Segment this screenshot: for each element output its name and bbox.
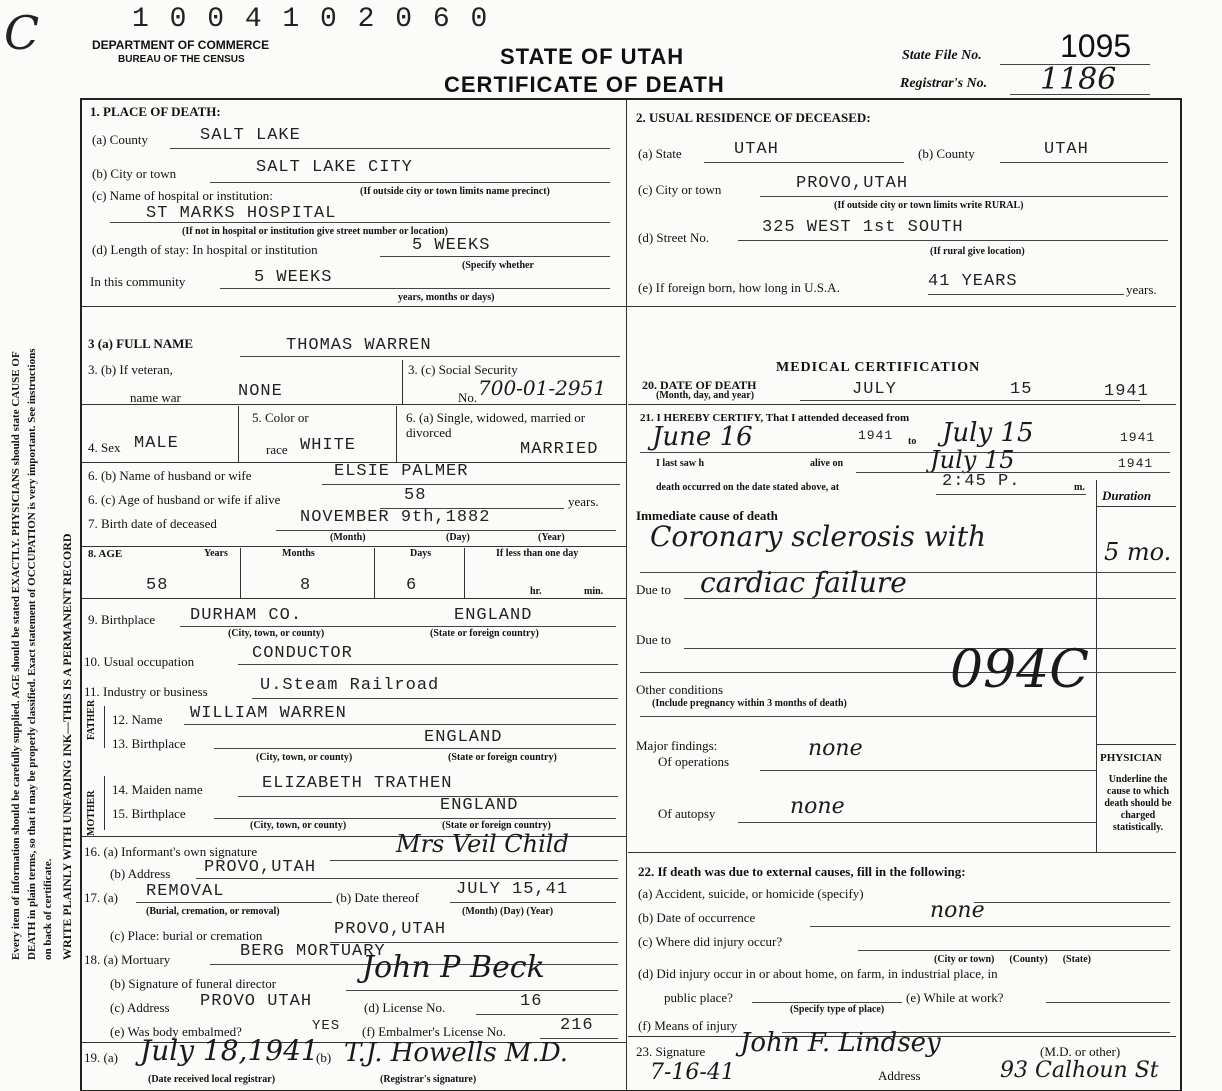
mother-bp-label: 15. Birthplace	[112, 806, 186, 821]
res-county-label: (b) County	[918, 146, 975, 161]
place-of-death-heading: 1. PLACE OF DEATH:	[90, 104, 221, 119]
means-label: (f) Means of injury	[638, 1018, 738, 1033]
accident-line	[974, 902, 1170, 903]
mother-side-label: MOTHER	[86, 790, 97, 836]
industry-line	[252, 698, 618, 699]
res-street-note: (If rural give location)	[930, 246, 1025, 257]
mortuary-label: 18. (a) Mortuary	[84, 952, 171, 967]
mother-name: ELIZABETH TRATHEN	[262, 774, 453, 793]
attended-from: June 16	[652, 422, 753, 452]
physician-box-top	[1096, 744, 1176, 745]
burial-place-label: (c) Place: burial or cremation	[110, 928, 263, 943]
external-top	[628, 852, 1176, 853]
center-divider	[626, 100, 627, 1090]
mortuary-address: PROVO UTAH	[200, 992, 313, 1011]
side-instruction-4: WRITE PLAINLY WITH UNFADING INK—THIS IS A PERMANENT RECORD	[60, 533, 74, 960]
fullname: THOMAS WARREN	[286, 336, 432, 355]
spouse-age-label: 6. (c) Age of husband or wife if alive	[88, 492, 281, 507]
date-thereof-note: (Month) (Day) (Year)	[462, 906, 554, 917]
dod-line	[800, 400, 1140, 401]
mother-city-note: (City, town, or county)	[250, 820, 347, 831]
last-saw-mid: alive on	[810, 458, 844, 469]
signature-date: 7-16-41	[650, 1060, 735, 1085]
registrar-label: Registrar's No.	[900, 76, 988, 91]
dod-row-bottom	[628, 404, 1176, 405]
side-instruction-2: DEATH in plain terms, so that it may be properly classified. Exact statement of OCCUPATION is very important. See instructions	[26, 348, 38, 960]
due-to-1-line	[684, 598, 1176, 599]
state-file-label: State File No.	[902, 48, 982, 63]
dod-label: 20. DATE OF DEATH	[642, 378, 757, 392]
spouse-label: 6. (b) Name of husband or wife	[88, 468, 252, 483]
dod-month: JULY	[852, 380, 897, 399]
birth-label: 7. Birth date of deceased	[88, 516, 217, 531]
where-line	[858, 950, 1170, 951]
due-to-1: cardiac failure	[700, 566, 907, 599]
occupation-line	[238, 664, 618, 665]
res-foreign-label: (e) If foreign born, how long in U.S.A.	[638, 280, 840, 295]
pod-county-label: (a) County	[92, 132, 148, 147]
birth: NOVEMBER 9th,1882	[300, 508, 491, 527]
duration-divider	[1096, 480, 1097, 852]
res-state: UTAH	[734, 140, 779, 159]
date-thereof-label: (b) Date thereof	[336, 890, 420, 905]
removal-label: 17. (a)	[84, 890, 118, 905]
dod-note: (Month, day, and year)	[656, 390, 755, 401]
where-note: (City or town) (County) (State)	[934, 954, 1092, 965]
father-bp-line	[214, 748, 616, 749]
other-line	[640, 716, 1096, 717]
occurrence: none	[930, 898, 985, 923]
pod-stay: 5 WEEKS	[412, 236, 491, 255]
race-divider	[396, 406, 397, 462]
occupation-label: 10. Usual occupation	[84, 654, 195, 669]
pod-city-line	[210, 182, 610, 183]
color-label: 5. Color or	[252, 410, 309, 425]
veteran-row-bottom	[82, 404, 626, 405]
res-county-line	[1000, 162, 1168, 163]
attended-to-year: 1941	[1120, 430, 1156, 445]
age-label: 8. AGE	[88, 548, 123, 560]
residence-heading: 2. USUAL RESIDENCE OF DECEASED:	[636, 110, 871, 125]
mother-bp-line	[214, 818, 616, 819]
res-street-label: (d) Street No.	[638, 230, 710, 245]
veteran-label: 3. (b) If veteran,	[88, 362, 173, 377]
last-saw-year: 1941	[1118, 456, 1154, 471]
mother-bracket	[104, 776, 105, 830]
res-street: 325 WEST 1st SOUTH	[762, 218, 964, 237]
top-section-divider	[82, 306, 1176, 307]
embalmer-license: 216	[560, 1016, 594, 1035]
accident-label: (a) Accident, suicide, or homicide (specify)	[638, 886, 864, 901]
mother-country-note: (State or foreign country)	[442, 820, 551, 831]
res-city-line	[760, 196, 1168, 197]
informant-address-line	[196, 878, 618, 879]
res-city-note: (If outside city or town limits write RURAL)	[834, 200, 1024, 211]
war: NONE	[238, 382, 283, 401]
war-label: name war	[130, 390, 181, 405]
occupation: CONDUCTOR	[252, 644, 353, 663]
pod-stay-label: (d) Length of stay: In hospital or institution	[92, 242, 318, 257]
occurrence-line	[810, 926, 1170, 927]
to-label: to	[908, 436, 917, 447]
license-line	[476, 1014, 618, 1015]
informant-address-label: (b) Address	[110, 866, 171, 881]
age-row-bottom	[82, 598, 626, 599]
operations: none	[808, 736, 863, 761]
duration-label: Duration	[1102, 488, 1152, 503]
physician-address-label: Address	[878, 1068, 921, 1083]
informant-label: 16. (a) Informant's own signature	[84, 844, 258, 859]
work-label: (e) While at work?	[906, 990, 1004, 1005]
birthplace-city: DURHAM CO.	[190, 606, 303, 625]
father-bp-label: 13. Birthplace	[112, 736, 186, 751]
attended-line	[640, 452, 1170, 453]
sex-divider	[238, 406, 239, 462]
res-county: UTAH	[1044, 140, 1089, 159]
fullname-line	[240, 356, 620, 357]
spouse: ELSIE PALMER	[334, 462, 469, 481]
race: WHITE	[300, 436, 357, 455]
work-line	[1046, 1002, 1170, 1003]
removal-line	[136, 902, 332, 903]
operations-label: Of operations	[658, 754, 730, 769]
registrar-sig-note: (Registrar's signature)	[380, 1074, 477, 1085]
pod-community-line	[220, 288, 610, 289]
embalmer-license-label: (f) Embalmer's License No.	[362, 1024, 506, 1039]
public-label: public place?	[664, 990, 733, 1005]
father-side-label: FATHER	[86, 699, 97, 740]
bureau: BUREAU OF THE CENSUS	[118, 54, 245, 65]
age-months: 8	[300, 576, 312, 595]
pod-community: 5 WEEKS	[254, 268, 333, 287]
father-bp: ENGLAND	[424, 728, 503, 747]
time-line	[936, 494, 1086, 495]
father-name-label: 12. Name	[112, 712, 163, 727]
other-conditions-note: (Include pregnancy within 3 months of death)	[652, 698, 847, 709]
age-days: 6	[406, 576, 418, 595]
birth-year: (Year)	[538, 532, 565, 543]
res-city-label: (c) City or town	[638, 182, 722, 197]
medical-heading: MEDICAL CERTIFICATION	[776, 360, 981, 375]
registrar-sig-label: (b)	[316, 1050, 332, 1065]
autopsy-label: Of autopsy	[658, 806, 716, 821]
birthplace-label: 9. Birthplace	[88, 612, 156, 627]
embalmed-label: (e) Was body embalmed?	[110, 1024, 242, 1039]
physician-address: 93 Calhoun St	[1000, 1058, 1159, 1083]
occurrence-label: (b) Date of occurrence	[638, 910, 756, 925]
veteran-divider	[402, 360, 403, 404]
director-line	[346, 990, 618, 991]
fullname-label: 3 (a) FULL NAME	[88, 336, 194, 351]
autopsy-line	[738, 822, 1096, 823]
race-label: race	[266, 442, 288, 457]
time: 2:45 P.	[942, 472, 1021, 491]
pod-city-label: (b) City or town	[92, 166, 177, 181]
mortuary: BERG MORTUARY	[240, 942, 386, 961]
filed-note: (Date received local registrar)	[148, 1074, 276, 1085]
father-name: WILLIAM WARREN	[190, 704, 347, 723]
birthplace-line	[180, 626, 616, 627]
time-m: m.	[1074, 482, 1085, 493]
pod-county: SALT LAKE	[200, 126, 301, 145]
res-years: years.	[1126, 282, 1157, 297]
registrar-number: 1186	[1040, 62, 1117, 97]
certificate-title: CERTIFICATE OF DEATH	[444, 72, 725, 97]
res-state-line	[704, 162, 904, 163]
occurred-label: death occurred on the date stated above, at	[656, 482, 840, 493]
pod-city: SALT LAKE CITY	[256, 158, 413, 177]
ss-no: 700-01-2951	[478, 376, 607, 400]
age-months-label: Months	[282, 548, 315, 559]
birth-month: (Month)	[330, 532, 366, 543]
pod-specify: (Specify whether	[462, 260, 534, 271]
due-to-2-line	[684, 648, 1176, 649]
duration-label-bottom	[1096, 506, 1176, 507]
registrar-line	[1010, 94, 1150, 95]
pod-hospital-label: (c) Name of hospital or institution:	[92, 188, 273, 203]
mother-name-line	[238, 796, 618, 797]
age-min: min.	[584, 586, 604, 597]
birthplace-city-note: (City, town, or county)	[228, 628, 325, 639]
dod-day: 15	[1010, 380, 1033, 399]
state-file-number: 1095	[1060, 28, 1132, 64]
pod-stay-line	[380, 256, 610, 257]
birth-row-bottom	[82, 546, 626, 547]
duration-value: 5 mo.	[1104, 538, 1172, 566]
mother-name-label: 14. Maiden name	[112, 782, 203, 797]
res-city: PROVO,UTAH	[796, 174, 909, 193]
age-div-2	[374, 548, 375, 598]
other-conditions-label: Other conditions	[636, 682, 724, 697]
pod-hospital-line	[110, 222, 610, 223]
spouse-years: years.	[568, 494, 599, 509]
margin-letter: C	[4, 6, 40, 60]
external-label: 22. If death was due to external causes, fill in the following:	[638, 864, 966, 879]
due-to-1-label: Due to	[636, 582, 672, 597]
mother-bp: ENGLAND	[440, 796, 519, 815]
res-state-label: (a) State	[638, 146, 682, 161]
operations-line	[760, 770, 1096, 771]
certify-label: 21. I HEREBY CERTIFY, That I attended deceased from	[640, 412, 910, 424]
last-saw-label: I last saw h	[656, 458, 705, 469]
age-div-1	[240, 548, 241, 598]
specify-type: (Specify type of place)	[790, 1004, 885, 1015]
pod-hospital: ST MARKS HOSPITAL	[146, 204, 337, 223]
birth-day: (Day)	[446, 532, 470, 543]
immediate-cause: Coronary sclerosis with	[650, 520, 986, 553]
birthplace-country: ENGLAND	[454, 606, 533, 625]
license-label: (d) License No.	[364, 1000, 446, 1015]
removal: REMOVAL	[146, 882, 225, 901]
informant-address: PROVO,UTAH	[204, 858, 317, 877]
registrar-signature: T.J. Howells M.D.	[344, 1038, 568, 1068]
burial-place: PROVO,UTAH	[334, 920, 447, 939]
father-city-note: (City, town, or county)	[256, 752, 353, 763]
autopsy: none	[790, 794, 845, 819]
due-to-2-line-b	[640, 672, 1176, 673]
serial-number: 1 0 0 4 1 0 2 0 6 0	[132, 4, 490, 35]
father-bracket	[104, 706, 105, 748]
age-div-3	[464, 548, 465, 598]
mortuary-address-label: (c) Address	[110, 1000, 170, 1015]
industry-label: 11. Industry or business	[84, 684, 208, 699]
major-findings-label: Major findings:	[636, 738, 718, 753]
industry: U.Steam Railroad	[260, 676, 440, 695]
age-years-label: Years	[204, 548, 228, 559]
pod-specify2: years, months or days)	[398, 292, 495, 303]
spouse-line	[322, 484, 620, 485]
attended-from-year: 1941	[858, 428, 894, 443]
director-signature: John P Beck	[362, 950, 545, 985]
pod-hospital-note: (If outside city or town limits name precinct)	[360, 186, 550, 197]
marital-label: 6. (a) Single, widowed, married or divorced	[406, 410, 586, 440]
department: DEPARTMENT OF COMMERCE	[92, 38, 270, 52]
ss-label: 3. (c) Social Security	[408, 362, 518, 377]
sex-label: 4. Sex	[88, 440, 121, 455]
age-days-label: Days	[410, 548, 432, 559]
res-foreign: 41 YEARS	[928, 272, 1018, 291]
last-saw: July 15	[930, 446, 1015, 474]
age-hr: hr.	[530, 586, 542, 597]
where-label: (c) Where did injury occur?	[638, 934, 783, 949]
age-less-label: If less than one day	[496, 548, 579, 559]
removal-note: (Burial, cremation, or removal)	[146, 906, 280, 917]
md-label: (M.D. or other)	[1040, 1044, 1121, 1059]
pod-hospital-note2: (If not in hospital or institution give street number or location)	[182, 226, 448, 237]
spouse-age: 58	[404, 486, 427, 505]
license: 16	[520, 992, 543, 1011]
due-to-2-label: Due to	[636, 632, 672, 647]
public-line	[752, 1002, 902, 1003]
res-street-line	[738, 240, 1168, 241]
pod-community-label: In this community	[90, 274, 186, 289]
pod-county-line	[170, 148, 610, 149]
marital: MARRIED	[520, 440, 599, 459]
signature-label: 23. Signature	[636, 1044, 706, 1059]
sex: MALE	[134, 434, 179, 453]
physician-note: Underline the cause to which death should be charged statistically.	[1104, 774, 1172, 833]
filed-date: July 18,1941	[140, 1034, 319, 1067]
res-foreign-line	[928, 294, 1124, 295]
director-label: (b) Signature of funeral director	[110, 976, 277, 991]
embalmed: YES	[312, 1018, 341, 1034]
home-label: (d) Did injury occur in or about home, on farm, in industrial place, in	[638, 966, 998, 981]
side-instruction-3: on back of certificate.	[42, 858, 54, 960]
attended-to: July 15	[942, 418, 1034, 448]
physician-signature: John F. Lindsey	[740, 1028, 941, 1058]
informant-signature: Mrs Veil Child	[396, 830, 569, 858]
birth-line	[276, 530, 616, 531]
birthplace-country-note: (State or foreign country)	[430, 628, 539, 639]
side-instruction-1: Every item of information should be carefully supplied. AGE should be stated EXACTLY. PHYSICIANS should state CAUSE OF	[10, 351, 22, 960]
physician-heading: PHYSICIAN	[1100, 752, 1162, 764]
informant-line	[330, 860, 618, 861]
filed-label: 19. (a)	[84, 1050, 118, 1065]
immediate-label: Immediate cause of death	[636, 508, 778, 523]
cause-code: 094C	[950, 640, 1090, 700]
father-country-note: (State or foreign country)	[448, 752, 557, 763]
age-years: 58	[146, 576, 169, 595]
date-thereof-line	[450, 902, 616, 903]
dod-year: 1941	[1104, 382, 1149, 401]
ss-no-label: No.	[458, 390, 478, 405]
father-name-line	[184, 724, 616, 725]
state-title: STATE OF UTAH	[500, 44, 685, 69]
date-thereof: JULY 15,41	[456, 880, 569, 899]
